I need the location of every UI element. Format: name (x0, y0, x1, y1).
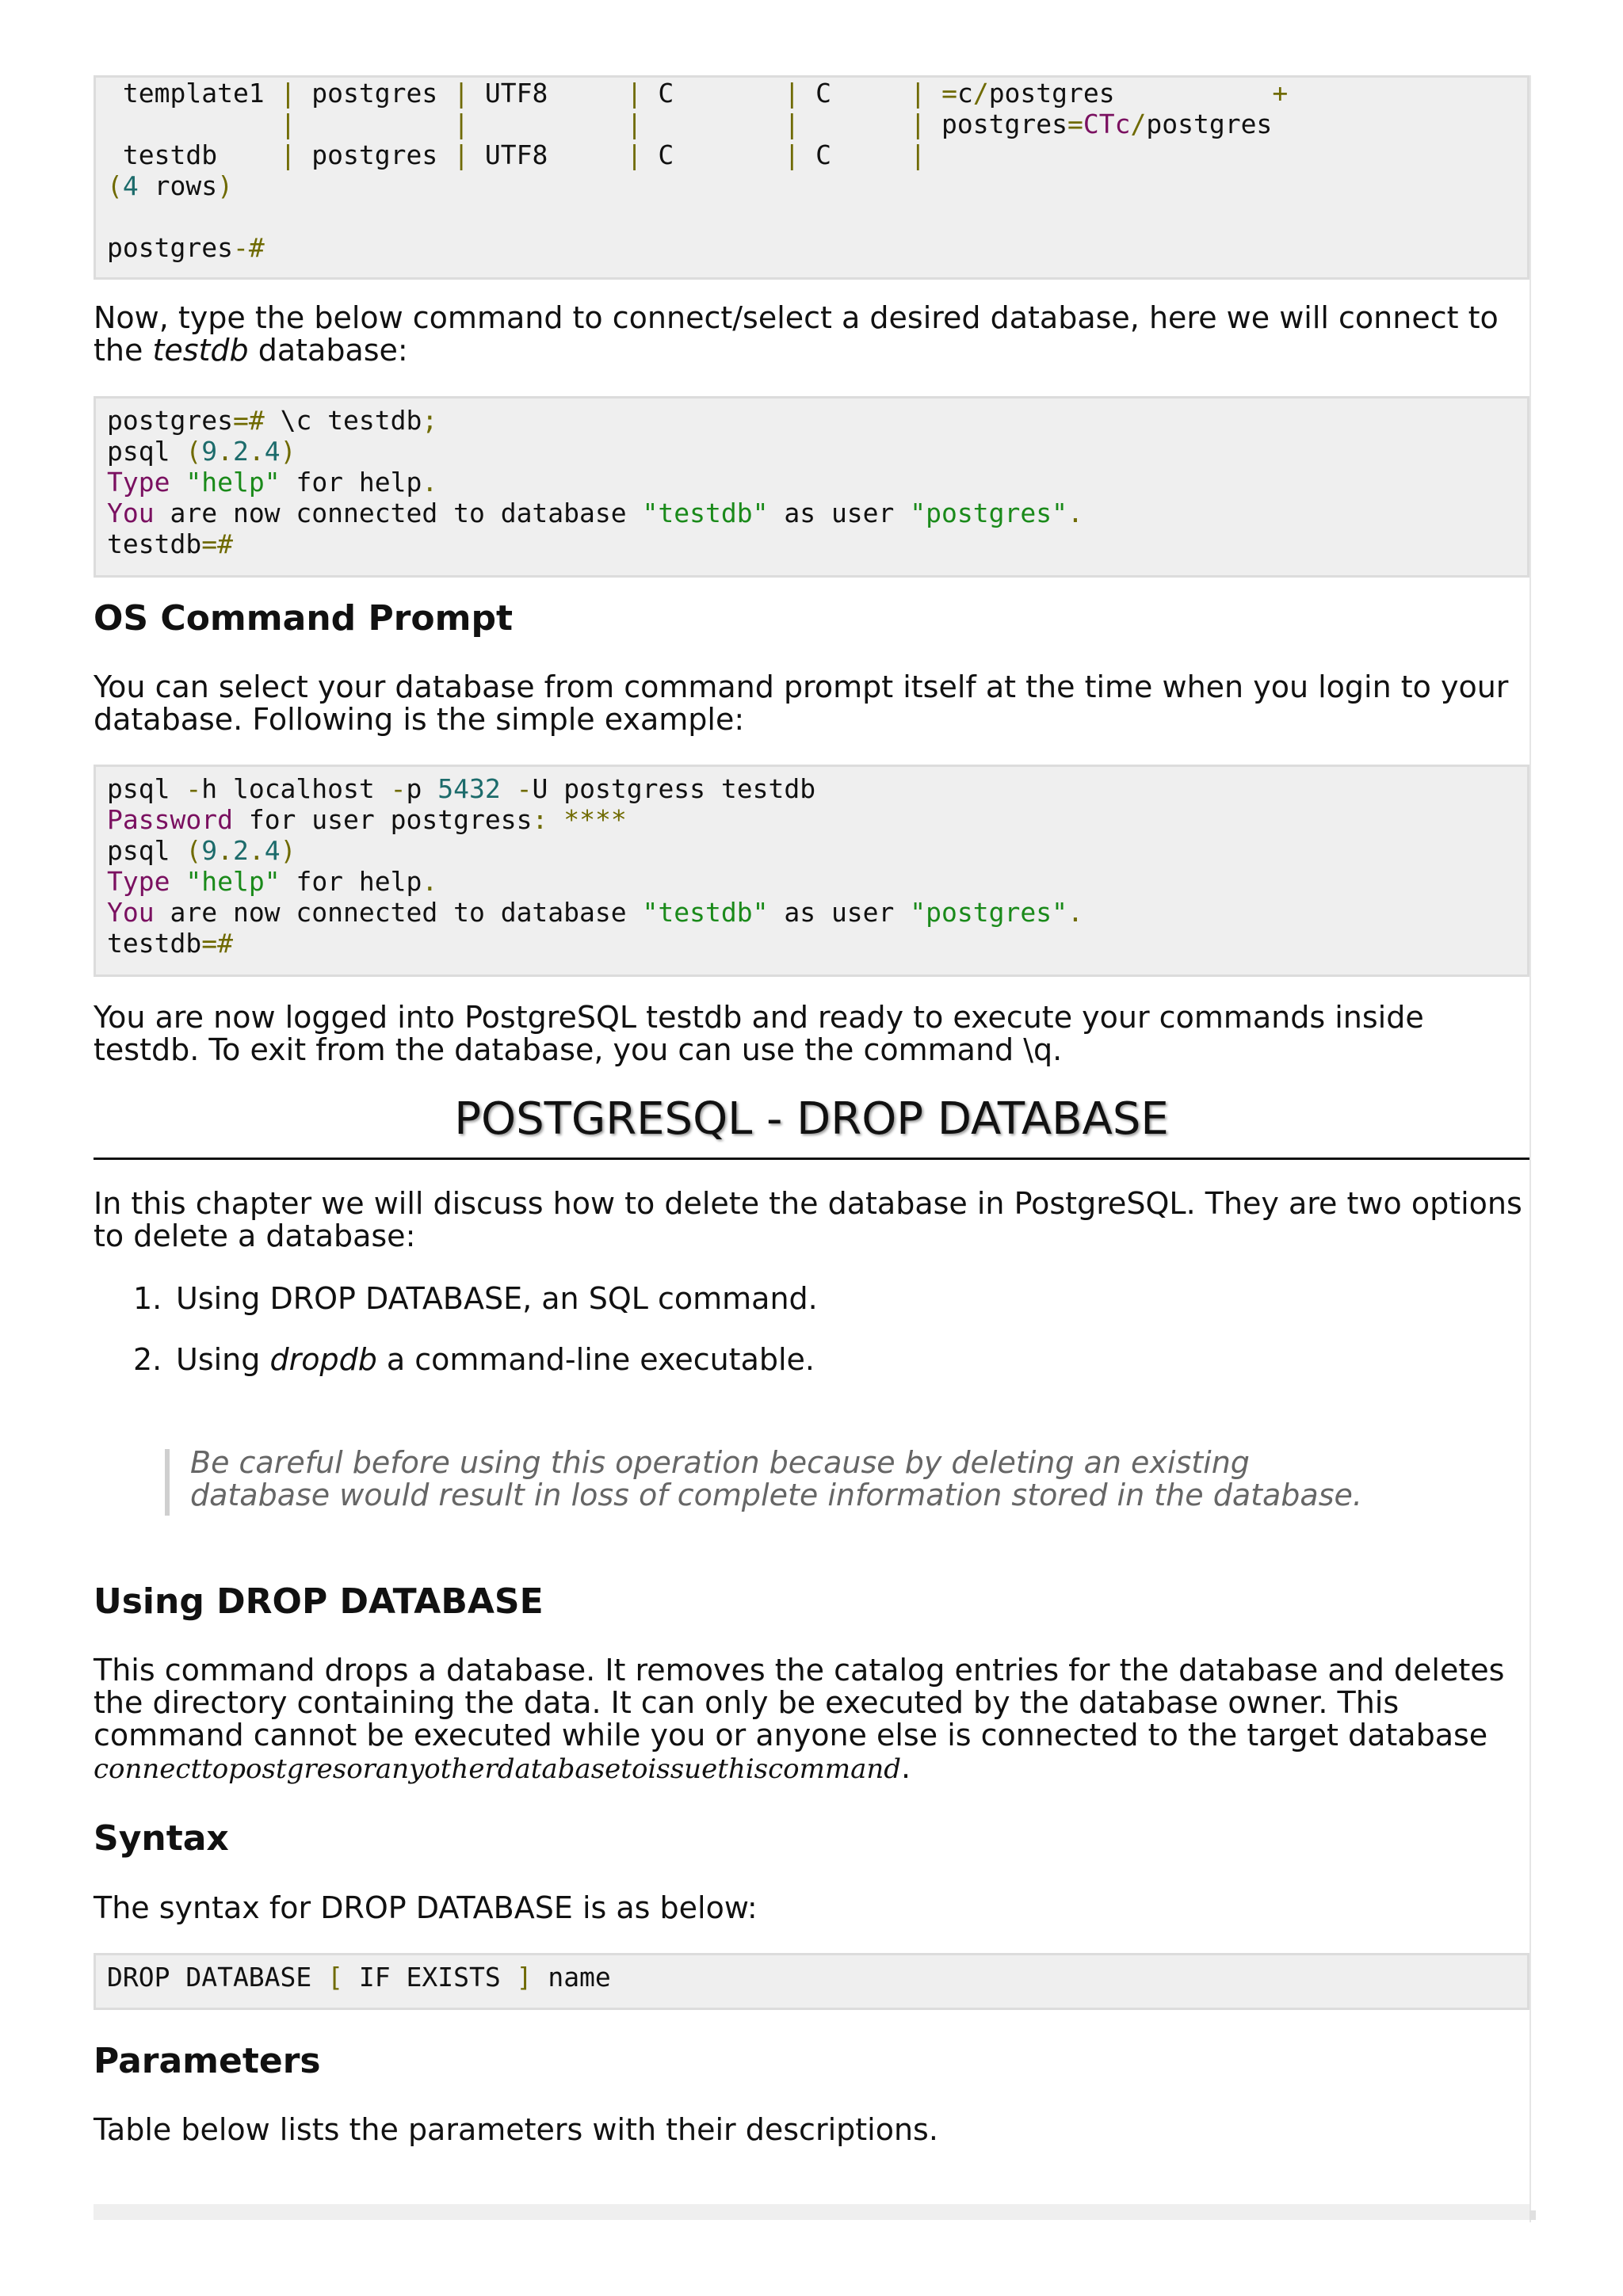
paragraph-syntax: The syntax for DROP DATABASE is as below: (94, 1890, 758, 1925)
paragraph-text: This command drops a database. It removes the catalog entries for the database and deletes the directory containing the data. It can only be executed by the database owner. This command cannot be executed while you or anyone else is connected to the target database (94, 1653, 1505, 1753)
code-line: psql (9.2.4) (107, 436, 296, 467)
list-number: 1. (133, 1281, 162, 1316)
code-block-connect-testdb (94, 396, 1529, 578)
code-line: psql -h localhost -p 5432 -U postgress testdb (107, 773, 816, 804)
paragraph-logged-in: You are now logged into PostgreSQL testdb and ready to execute your commands inside testdb. To exit from the database, you can use the command \q. (94, 1000, 1424, 1067)
code-line: (4 rows) (107, 170, 233, 201)
emphasis-testdb: testdb (152, 333, 249, 368)
paragraph-os-prompt: You can select your database from command prompt itself at the time when you login to your database. Following is the simple example: (94, 669, 1509, 737)
list-item-option-1 (133, 1283, 818, 1315)
paragraph-text: Now, type the below command to connect/select a desired database, here we will connect to the (94, 300, 1499, 368)
code-block-drop-syntax (94, 1953, 1529, 2010)
list-text: Using DROP DATABASE, an SQL command. (176, 1281, 818, 1316)
warning-note-bar (165, 1449, 170, 1516)
heading-syntax: Syntax (94, 1818, 229, 1859)
code-line: postgres-# (107, 232, 265, 263)
paragraph-math-text: connecttopostgresoranyotherdatabasetoissuethiscommand (94, 1753, 902, 1785)
paragraph-drop-description (94, 1654, 1529, 1786)
code-line: Type "help" for help. (107, 467, 438, 498)
code-line: testdb=# (107, 928, 233, 959)
code-line: You are now connected to database "testdb" as user "postgres". (107, 897, 1083, 928)
paragraph-connect-database (94, 302, 1529, 367)
code-block-psql-login (94, 765, 1529, 977)
paragraph-parameters: Table below lists the parameters with their descriptions. (94, 2112, 938, 2147)
heading-parameters: Parameters (94, 2041, 321, 2081)
paragraph-chapter-intro: In this chapter we will discuss how to delete the database in PostgreSQL. They are two options to delete a database: (94, 1186, 1522, 1253)
chapter-title-underline (94, 1158, 1529, 1160)
code-line: psql (9.2.4) (107, 835, 296, 866)
code-line: DROP DATABASE [ IF EXISTS ] name (107, 1962, 611, 1993)
page-bottom-marker (1529, 2210, 1536, 2220)
table-top-edge (94, 2204, 1529, 2220)
list-text: Using (176, 1342, 270, 1377)
paragraph-text: database: (248, 333, 408, 368)
paragraph-text: . (901, 1750, 911, 1785)
code-line: Password for user postgress: **** (107, 804, 627, 835)
page-right-border (1529, 75, 1531, 2222)
emphasis-dropdb: dropdb (269, 1342, 377, 1377)
heading-os-command-prompt: OS Command Prompt (94, 598, 514, 639)
list-text: a command-line executable. (376, 1342, 815, 1377)
code-line: You are now connected to database "testdb" as user "postgres". (107, 498, 1083, 528)
code-line: Type "help" for help. (107, 866, 438, 897)
code-line: postgres=# \c testdb; (107, 405, 438, 436)
heading-using-drop-database: Using DROP DATABASE (94, 1581, 544, 1622)
code-line: testdb | postgres | UTF8 | C | C | (107, 139, 926, 170)
code-line: testdb=# (107, 528, 233, 559)
list-number: 2. (133, 1342, 162, 1377)
code-block-database-list (94, 75, 1529, 280)
chapter-title: POSTGRESQL - DROP DATABASE (454, 1093, 1169, 1145)
list-item-option-2 (133, 1344, 815, 1376)
warning-note: Be careful before using this operation because by deleting an existing database would result in loss of complete information stored in the database. (190, 1445, 1362, 1512)
code-line: | | | | | postgres=CTc/postgres (280, 109, 1273, 139)
code-line: template1 | postgres | UTF8 | C | C | =c/postgres + (107, 78, 1289, 109)
